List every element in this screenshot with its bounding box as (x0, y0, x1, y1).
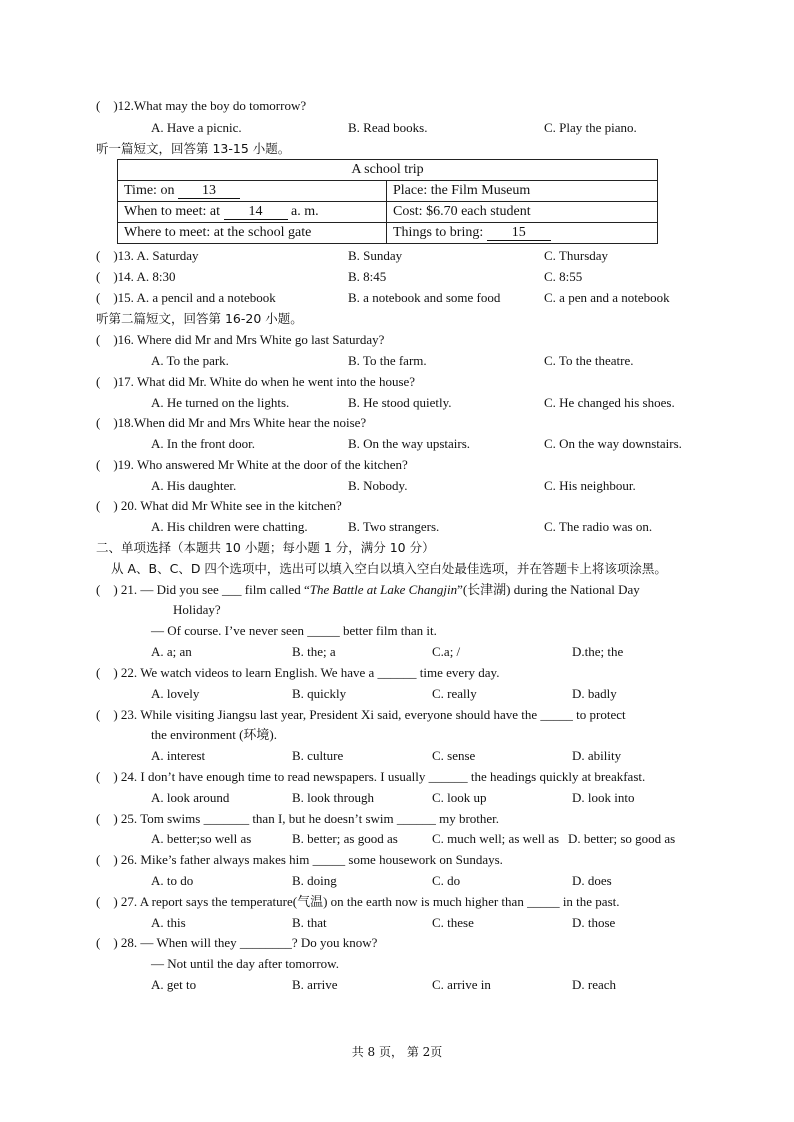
q23-stem-cont: the environment (环境). (151, 727, 277, 742)
question-26: ( ) 26. Mike’s father always makes him _____ some housework on Sundays. (96, 852, 503, 867)
question-18: ( )18.When did Mr and Mrs White hear the noise? (96, 415, 367, 430)
q12-option-b: B. Read books. (348, 120, 428, 135)
question-22: ( ) 22. We watch videos to learn English. We have a ______ time every day. (96, 665, 500, 680)
q21-option-d: D.the; the (572, 644, 624, 659)
q15-option-c: C. a pen and a notebook (544, 290, 670, 305)
question-28: ( ) 28. — When will they ________? Do you know? (96, 935, 378, 950)
blank-15: 15 (487, 225, 551, 241)
q25-option-a: A. better;so well as (151, 831, 252, 846)
q24-option-b: B. look through (292, 790, 374, 805)
q19-option-c: C. His neighbour. (544, 478, 636, 493)
q22-option-d: D. badly (572, 686, 617, 701)
q21-stem-cont: Holiday? (173, 602, 221, 617)
q28-option-a: A. get to (151, 977, 197, 992)
q28-option-b: B. arrive (292, 977, 338, 992)
q13-option-c: C. Thursday (544, 248, 609, 263)
q24-option-c: C. look up (432, 790, 487, 805)
q27-option-c: C. these (432, 915, 474, 930)
q28-stem-line2: — Not until the day after tomorrow. (151, 956, 339, 971)
q26-option-d: D. does (572, 873, 612, 888)
school-trip-table (117, 159, 658, 244)
q23-option-c: C. sense (432, 748, 476, 763)
q20-option-c: C. The radio was on. (544, 519, 653, 534)
q24-option-a: A. look around (151, 790, 230, 805)
blank-13: 13 (178, 183, 240, 199)
question-20: ( ) 20. What did Mr White see in the kitchen? (96, 498, 342, 513)
q22-option-b: B. quickly (292, 686, 347, 701)
question-12: ( )12.What may the boy do tomorrow? (96, 98, 307, 113)
question-17: ( )17. What did Mr. White do when he went into the house? (96, 374, 416, 389)
q16-option-c: C. To the theatre. (544, 353, 634, 368)
passage1-heading: 听一篇短文，回答第 13-15 小题。 (96, 141, 291, 156)
table-cell-cost: Cost: $6.70 each student (387, 202, 658, 223)
q25-option-c: C. much well; as well as (432, 831, 560, 846)
passage2-heading: 听第二篇短文，回答第 16-20 小题。 (96, 311, 303, 326)
q21-option-a: A. a; an (151, 644, 192, 659)
q16-option-a: A. To the park. (151, 353, 229, 368)
q27-option-b: B. that (292, 915, 327, 930)
q20-option-b: B. Two strangers. (348, 519, 440, 534)
q17-option-a: A. He turned on the lights. (151, 395, 290, 410)
q26-option-c: C. do (432, 873, 461, 888)
q18-option-a: A. In the front door. (151, 436, 255, 451)
q25-option-b: B. better; as good as (292, 831, 398, 846)
table-cell-bring: Things to bring: 15 (387, 223, 658, 244)
q13-option-b: B. Sunday (348, 248, 403, 263)
page-footer: 共 8 页， 第 2页 (351, 1045, 443, 1059)
q14-option-b: B. 8:45 (348, 269, 387, 284)
q27-option-d: D. those (572, 915, 616, 930)
q25-option-d: D. better; so good as (568, 831, 676, 846)
q21-stem-line2: — Of course. I’ve never seen _____ better film than it. (151, 623, 437, 638)
question-25: ( ) 25. Tom swims _______ than I, but he doesn’t swim ______ my brother. (96, 811, 500, 826)
q24-option-d: D. look into (572, 790, 635, 805)
question-24: ( ) 24. I don’t have enough time to read newspapers. I usually ______ the headings quickly at breakfast. (96, 769, 646, 784)
q23-option-a: A. interest (151, 748, 206, 763)
question-27: ( ) 27. A report says the temperature(气温) on the earth now is much higher than _____ in the past. (96, 894, 620, 909)
question-19: ( )19. Who answered Mr White at the door of the kitchen? (96, 457, 408, 472)
q18-option-c: C. On the way downstairs. (544, 436, 682, 451)
q15-option-b: B. a notebook and some food (348, 290, 501, 305)
q27-option-a: A. this (151, 915, 186, 930)
q26-option-b: B. doing (292, 873, 337, 888)
section2-instruction: 从 A、B、C、D 四个选项中，选出可以填入空白以填入空白处最佳选项，并在答题卡上将该项涂黑。 (111, 561, 667, 576)
q18-option-b: B. On the way upstairs. (348, 436, 471, 451)
q16-option-b: B. To the farm. (348, 353, 427, 368)
q17-option-b: B. He stood quietly. (348, 395, 452, 410)
q19-option-a: A. His daughter. (151, 478, 237, 493)
question-21: ( ) 21. — Did you see ___ film called “The Battle at Lake Changjin”(长津湖) during the National Day (96, 582, 640, 597)
table-cell-meet-time: When to meet: at 14 a. m. (118, 202, 387, 223)
q12-option-c: C. Play the piano. (544, 120, 637, 135)
table-cell-time: Time: on 13 (118, 181, 387, 202)
q23-option-b: B. culture (292, 748, 344, 763)
table-cell-meet-place: Where to meet: at the school gate (118, 223, 387, 244)
question-23: ( ) 23. While visiting Jiangsu last year, President Xi said, everyone should have the _____ to protect (96, 707, 626, 722)
question-14: ( )14. A. 8:30 (96, 269, 176, 284)
blank-14: 14 (224, 204, 288, 220)
q22-option-c: C. really (432, 686, 477, 701)
q22-option-a: A. lovely (151, 686, 200, 701)
q14-option-c: C. 8:55 (544, 269, 583, 284)
q28-option-d: D. reach (572, 977, 617, 992)
question-15: ( )15. A. a pencil and a notebook (96, 290, 276, 305)
q17-option-c: C. He changed his shoes. (544, 395, 675, 410)
q21-option-c: C.a; / (432, 644, 461, 659)
table-title: A school trip (118, 160, 658, 181)
q20-option-a: A. His children were chatting. (151, 519, 308, 534)
q23-option-d: D. ability (572, 748, 622, 763)
q21-option-b: B. the; a (292, 644, 336, 659)
table-cell-place: Place: the Film Museum (387, 181, 658, 202)
q12-option-a: A. Have a picnic. (151, 120, 242, 135)
question-13: ( )13. A. Saturday (96, 248, 199, 263)
q19-option-b: B. Nobody. (348, 478, 408, 493)
q28-option-c: C. arrive in (432, 977, 491, 992)
question-16: ( )16. Where did Mr and Mrs White go last Saturday? (96, 332, 385, 347)
section2-heading: 二、单项选择（本题共 10 小题；每小题 1 分，满分 10 分） (96, 540, 435, 555)
q26-option-a: A. to do (151, 873, 194, 888)
